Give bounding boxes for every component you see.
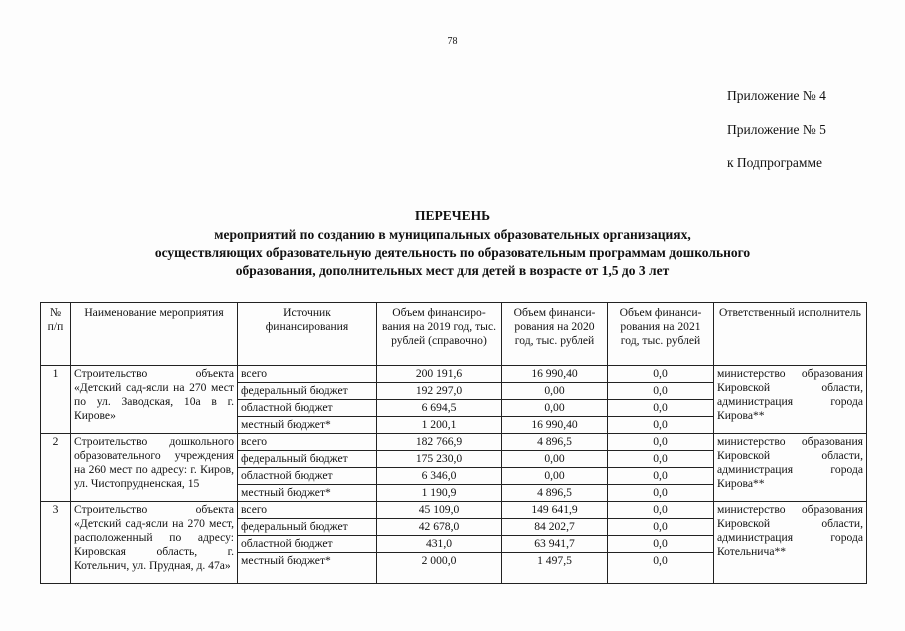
value-2020: 149 641,9 <box>502 502 608 519</box>
source-cell: всего <box>238 366 377 383</box>
appendix-line-1: Приложение № 4 <box>727 88 826 103</box>
source-cell: областной бюджет <box>238 400 377 417</box>
value-2021: 0,0 <box>608 502 714 519</box>
header-source: Источник финансирования <box>238 303 377 366</box>
value-2021: 0,0 <box>608 519 714 536</box>
value-2019: 175 230,0 <box>377 451 502 468</box>
header-name: Наименование мероприятия <box>71 303 238 366</box>
header-executor: Ответственный исполнитель <box>714 303 867 366</box>
source-cell: местный бюджет* <box>238 553 377 584</box>
value-2019: 45 109,0 <box>377 502 502 519</box>
appendix-line-2: Приложение № 5 <box>727 122 826 137</box>
value-2021: 0,0 <box>608 366 714 383</box>
value-2021: 0,0 <box>608 383 714 400</box>
value-2020: 1 497,5 <box>502 553 608 584</box>
row-num: 2 <box>41 434 71 502</box>
source-cell: всего <box>238 502 377 519</box>
source-cell: местный бюджет* <box>238 417 377 434</box>
source-cell: федеральный бюджет <box>238 519 377 536</box>
table-row <box>41 502 867 519</box>
appendix-line-3: к Подпрограмме <box>727 155 822 170</box>
row-executor: министерство образования Кировской области, администрация города Кирова** <box>714 366 867 434</box>
value-2021: 0,0 <box>608 400 714 417</box>
source-cell: областной бюджет <box>238 536 377 553</box>
value-2021: 0,0 <box>608 468 714 485</box>
table-row <box>41 434 867 451</box>
measures-table <box>40 302 867 584</box>
value-2019: 1 190,9 <box>377 485 502 502</box>
value-2021: 0,0 <box>608 451 714 468</box>
value-2021: 0,0 <box>608 417 714 434</box>
document-subtitle-line-2: осуществляющих образовательную деятельность по образовательным программам дошкольного <box>154 245 751 260</box>
source-cell: областной бюджет <box>238 468 377 485</box>
source-cell: федеральный бюджет <box>238 383 377 400</box>
header-2021: Объем финанси-рования на 2021 год, тыс. рублей <box>608 303 714 366</box>
value-2020: 63 941,7 <box>502 536 608 553</box>
source-cell: всего <box>238 434 377 451</box>
table-row <box>41 366 867 383</box>
value-2020: 0,00 <box>502 451 608 468</box>
document-subtitle-line-1: мероприятий по созданию в муниципальных образовательных организациях, <box>214 227 691 242</box>
value-2020: 0,00 <box>502 383 608 400</box>
value-2019: 2 000,0 <box>377 553 502 584</box>
document-subtitle-line-3: образования, дополнительных мест для детей в возрасте от 1,5 до 3 лет <box>235 263 670 278</box>
value-2021: 0,0 <box>608 536 714 553</box>
value-2019: 431,0 <box>377 536 502 553</box>
document-title: ПЕРЕЧЕНЬ <box>414 208 491 223</box>
row-name: Строительство дошкольного образовательного учреждения на 260 мест по адресу: г. Киров, ул. Чистопрудненская, 15 <box>71 434 238 502</box>
value-2019: 1 200,1 <box>377 417 502 434</box>
value-2020: 4 896,5 <box>502 434 608 451</box>
value-2020: 84 202,7 <box>502 519 608 536</box>
value-2020: 0,00 <box>502 400 608 417</box>
header-num: № п/п <box>41 303 71 366</box>
value-2019: 42 678,0 <box>377 519 502 536</box>
value-2019: 182 766,9 <box>377 434 502 451</box>
value-2019: 192 297,0 <box>377 383 502 400</box>
value-2019: 6 346,0 <box>377 468 502 485</box>
value-2021: 0,0 <box>608 553 714 584</box>
header-2020: Объем финанси-рования на 2020 год, тыс. рублей <box>502 303 608 366</box>
table-header-row <box>41 303 867 366</box>
value-2021: 0,0 <box>608 434 714 451</box>
source-cell: местный бюджет* <box>238 485 377 502</box>
value-2020: 16 990,40 <box>502 417 608 434</box>
header-2019: Объем финансиро-вания на 2019 год, тыс. рублей (справочно) <box>377 303 502 366</box>
value-2019: 6 694,5 <box>377 400 502 417</box>
source-cell: федеральный бюджет <box>238 451 377 468</box>
row-executor: министерство образования Кировской области, администрация города Кирова** <box>714 434 867 502</box>
value-2019: 200 191,6 <box>377 366 502 383</box>
row-executor: министерство образования Кировской области, администрация города Котельнича** <box>714 502 867 584</box>
value-2021: 0,0 <box>608 485 714 502</box>
value-2020: 4 896,5 <box>502 485 608 502</box>
value-2020: 0,00 <box>502 468 608 485</box>
row-name: Строительство объекта «Детский сад-ясли на 270 мест по ул. Заводская, 10а в г. Кирове» <box>71 366 238 434</box>
row-name: Строительство объекта «Детский сад-ясли на 270 мест, расположенный по адресу: Кировская область, г. Котельнич, ул. Прудная, д. 47а» <box>71 502 238 584</box>
row-num: 3 <box>41 502 71 584</box>
row-num: 1 <box>41 366 71 434</box>
page-number: 78 <box>447 36 458 47</box>
value-2020: 16 990,40 <box>502 366 608 383</box>
